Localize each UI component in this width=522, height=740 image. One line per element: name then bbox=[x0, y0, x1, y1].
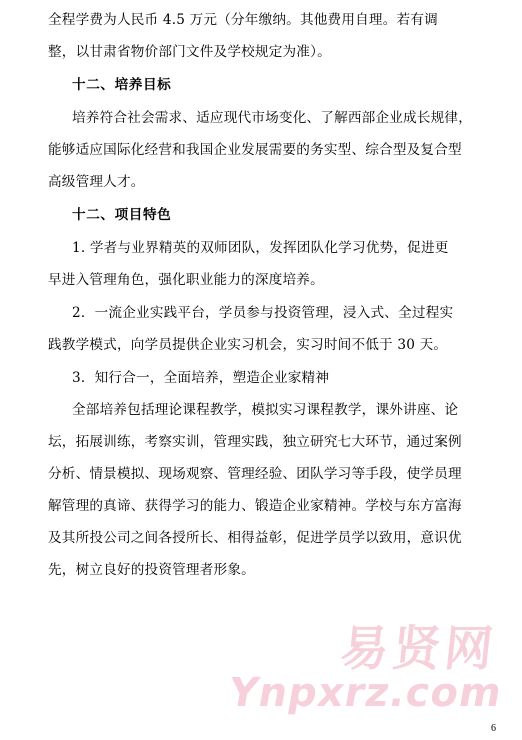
watermark-en: Ynpxrz.com bbox=[224, 670, 507, 716]
page-number: 6 bbox=[491, 723, 496, 734]
section-heading-goals: 十二、培养目标 bbox=[72, 77, 172, 93]
watermark-logo bbox=[224, 600, 507, 720]
goals-line-2: 能够适应国际化经营和我国企业发展需要的务实型、综合型及复合型 bbox=[48, 142, 462, 158]
feature-detail-line-4: 解管理的真谛、获得学习的能力、锻造企业家精神。学校与东方富海 bbox=[48, 498, 462, 514]
feature-1-line-1: 1. 学者与业界精英的双师团队，发挥团队化学习优势，促进更 bbox=[72, 240, 449, 256]
fee-line-2: 整，以甘肃省物价部门文件及学校规定为准）。 bbox=[48, 44, 331, 60]
feature-detail-line-1: 全部培养包括理论课程教学，模拟实习课程教学，课外讲座、论 bbox=[72, 402, 459, 418]
feature-3-line-1: 3．知行合一，全面培养，塑造企业家精神 bbox=[72, 370, 330, 386]
feature-2-line-1: 2．一流企业实践平台，学员参与投资管理，浸入式、全过程实 bbox=[72, 305, 454, 321]
feature-1-line-2: 早进入管理角色，强化职业能力的深度培养。 bbox=[48, 272, 324, 288]
section-heading-features: 十二、项目特色 bbox=[72, 207, 172, 223]
fee-line-1: 全程学费为人民币 4.5 万元（分年缴纳。其他费用自理。若有调 bbox=[48, 12, 438, 28]
feature-2-line-2: 践教学模式，向学员提供企业实习机会，实习时间不低于 30 天。 bbox=[48, 337, 448, 353]
feature-detail-line-6: 先，树立良好的投资管理者形象。 bbox=[48, 562, 255, 578]
feature-detail-line-2: 坛，拓展训练，考察实训，管理实践，独立研究七大环节，通过案例 bbox=[48, 434, 462, 450]
goals-line-3: 高级管理人才。 bbox=[48, 174, 145, 190]
feature-detail-line-5: 及其所投公司之间各授所长、相得益彰，促进学员学以致用，意识优 bbox=[48, 530, 462, 546]
watermark-cn: 易贤网 bbox=[337, 621, 500, 677]
goals-line-1: 培养符合社会需求、适应现代市场变化、了解西部企业成长规律， bbox=[72, 110, 473, 126]
feature-detail-line-3: 分析、情景模拟、现场观察、管理经验、团队学习等手段，使学员理 bbox=[48, 466, 462, 482]
